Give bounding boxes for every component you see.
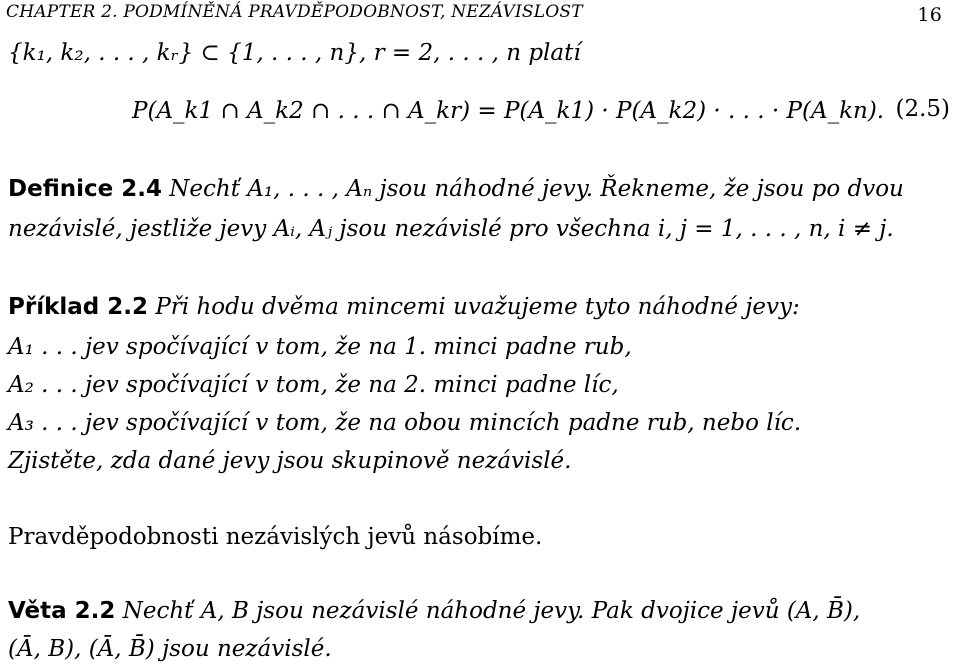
theorem-text-1: Nechť A, B jsou nezávislé náhodné jevy. Pak dvojice jevů (A, B̄), <box>122 598 861 624</box>
theorem-line-1 <box>8 596 860 626</box>
definition-label: Definice 2.4 <box>8 176 162 202</box>
event-a2: A₂ . . . jev spočívající v tom, že na 2. minci padne líc, <box>8 372 619 398</box>
event-a3: A₃ . . . jev spočívající v tom, že na obou mincích padne rub, nebo líc. <box>8 410 802 436</box>
page-number: 16 <box>917 4 942 26</box>
condition-line: {k₁, k₂, . . . , kᵣ} ⊂ {1, . . . , n}, r = 2, . . . , n platí <box>8 40 581 66</box>
chapter-title: CHAPTER 2. PODMÍNĚNÁ PRAVDĚPODOBNOST, NEZÁVISLOST <box>6 2 583 22</box>
example-label: Příklad 2.2 <box>8 294 148 320</box>
equation-number: (2.5) <box>895 96 950 122</box>
product-formula: P(A_k1 ∩ A_k2 ∩ . . . ∩ A_kr) = P(A_k1) · P(A_k2) · . . . · P(A_kn). <box>132 98 885 124</box>
remark: Pravděpodobnosti nezávislých jevů násobíme. <box>8 524 543 550</box>
theorem-label: Věta 2.2 <box>8 598 116 624</box>
running-header <box>6 2 952 26</box>
example-line-1 <box>8 292 800 322</box>
example-intro: Při hodu dvěma mincemi uvažujeme tyto náhodné jevy: <box>155 294 800 320</box>
definition-text-1: Nechť A₁, . . . , Aₙ jsou náhodné jevy. Řekneme, že jsou po dvou <box>169 176 904 202</box>
theorem-text-2: (Ā, B), (Ā, B̄) jsou nezávislé. <box>8 636 332 662</box>
definition-text-2: nezávislé, jestliže jevy Aᵢ, Aⱼ jsou nezávislé pro všechna i, j = 1, . . . , n, i ≠ j. <box>8 216 894 242</box>
definition-line-1 <box>8 174 904 204</box>
event-a1: A₁ . . . jev spočívající v tom, že na 1. minci padne rub, <box>8 334 632 360</box>
example-task: Zjistěte, zda dané jevy jsou skupinově nezávislé. <box>8 448 572 474</box>
